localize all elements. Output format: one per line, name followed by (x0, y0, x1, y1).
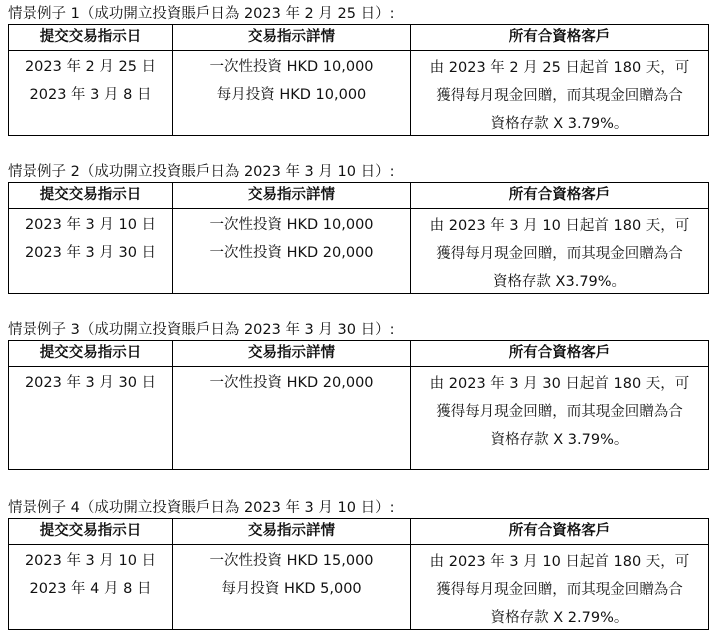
header-customer: 所有合資格客戶 (508, 345, 611, 361)
customer-line: 獲得每月現金回贈，而其現金回贈為合 (436, 582, 683, 598)
eligible-customer-text (411, 54, 708, 138)
customer-line: 由 2023 年 3 月 30 日起首 180 天，可 (429, 376, 690, 392)
row-date: 2023 年 3 月 8 日 (29, 87, 152, 103)
header-detail: 交易指示詳情 (248, 29, 335, 45)
row-detail: 一次性投資 HKD 20,000 (209, 375, 374, 391)
scenario-table (8, 24, 709, 136)
table-header-row (9, 519, 708, 545)
customer-line: 獲得每月現金回贈，而其現金回贈為合 (436, 404, 683, 420)
scenario-heading: 情景例子 3（成功開立投資賬戶日為 2023 年 3 月 30 日）: (8, 322, 395, 338)
row-date: 2023 年 3 月 10 日 (24, 553, 157, 569)
header-detail: 交易指示詳情 (248, 187, 335, 203)
scenario-1 (8, 4, 709, 136)
customer-line: 資格存款 X 3.79%。 (490, 116, 629, 132)
scenario-table (8, 340, 709, 470)
eligible-customer-text (411, 548, 708, 632)
table-header-row (9, 25, 708, 51)
row-detail: 一次性投資 HKD 10,000 (209, 217, 374, 233)
scenario-2 (8, 162, 709, 294)
header-customer: 所有合資格客戶 (508, 29, 611, 45)
customer-line: 資格存款 X3.79%。 (492, 274, 627, 290)
scenario-table (8, 518, 709, 630)
header-customer: 所有合資格客戶 (508, 187, 611, 203)
header-date: 提交交易指示日 (39, 523, 142, 539)
row-date: 2023 年 3 月 30 日 (24, 245, 157, 261)
scenario-heading: 情景例子 1（成功開立投資賬戶日為 2023 年 2 月 25 日）: (8, 6, 395, 22)
customer-line: 由 2023 年 3 月 10 日起首 180 天，可 (429, 554, 690, 570)
header-date: 提交交易指示日 (39, 187, 142, 203)
column-divider (172, 25, 173, 135)
customer-line: 獲得每月現金回贈，而其現金回贈為合 (436, 246, 683, 262)
customer-line: 由 2023 年 2 月 25 日起首 180 天，可 (429, 60, 690, 76)
customer-line: 由 2023 年 3 月 10 日起首 180 天，可 (429, 218, 690, 234)
row-detail: 一次性投資 HKD 15,000 (209, 553, 374, 569)
header-date: 提交交易指示日 (39, 345, 142, 361)
header-detail: 交易指示詳情 (248, 345, 335, 361)
table-header-row (9, 183, 708, 209)
row-detail: 每月投資 HKD 5,000 (221, 581, 362, 597)
column-divider (172, 519, 173, 629)
header-detail: 交易指示詳情 (248, 523, 335, 539)
scenario-3 (8, 320, 709, 470)
row-date: 2023 年 2 月 25 日 (24, 59, 157, 75)
column-divider (172, 183, 173, 293)
scenario-4 (8, 498, 709, 630)
row-detail: 每月投資 HKD 10,000 (216, 87, 367, 103)
eligible-customer-text (411, 212, 708, 296)
table-header-row (9, 341, 708, 367)
scenario-heading: 情景例子 2（成功開立投資賬戶日為 2023 年 3 月 10 日）: (8, 164, 395, 180)
header-date: 提交交易指示日 (39, 29, 142, 45)
scenario-table (8, 182, 709, 294)
customer-line: 資格存款 X 3.79%。 (490, 432, 629, 448)
customer-line: 資格存款 X 2.79%。 (490, 610, 629, 626)
scenario-heading: 情景例子 4（成功開立投資賬戶日為 2023 年 3 月 10 日）: (8, 500, 395, 516)
row-detail: 一次性投資 HKD 10,000 (209, 59, 374, 75)
header-customer: 所有合資格客戶 (508, 523, 611, 539)
eligible-customer-text (411, 370, 708, 454)
row-detail: 一次性投資 HKD 20,000 (209, 245, 374, 261)
column-divider (172, 341, 173, 469)
customer-line: 獲得每月現金回贈，而其現金回贈為合 (436, 88, 683, 104)
row-date: 2023 年 3 月 10 日 (24, 217, 157, 233)
row-date: 2023 年 4 月 8 日 (29, 581, 152, 597)
row-date: 2023 年 3 月 30 日 (24, 375, 157, 391)
